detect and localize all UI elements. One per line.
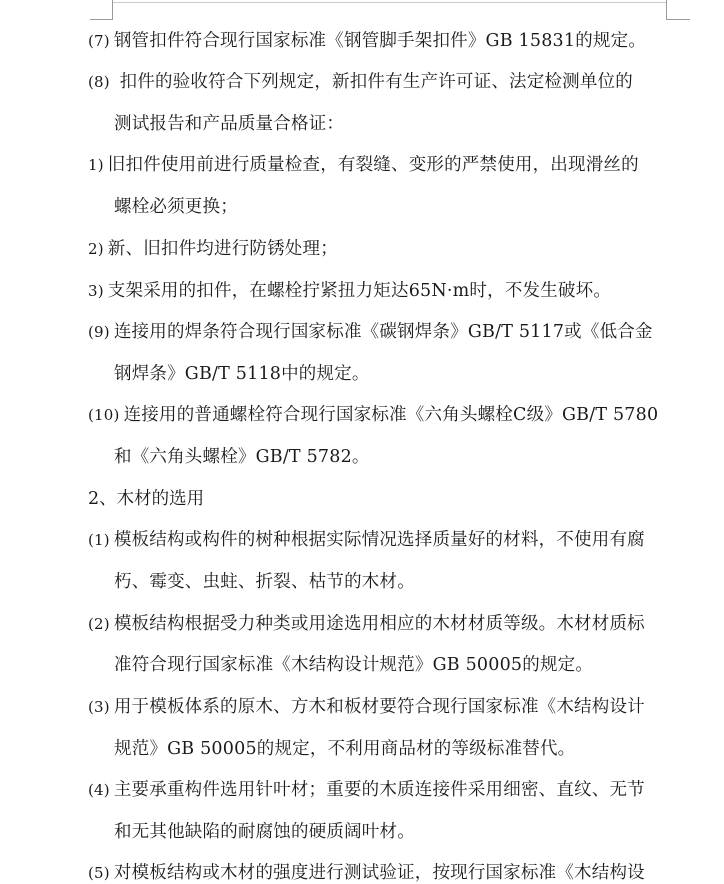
item-number: (2)	[88, 615, 110, 633]
line-text: 连接用的普通螺栓符合现行国家标准《六角头螺栓C级》GB/T 5780	[123, 405, 659, 425]
line-text: 测试报告和产品质量合格证：	[114, 114, 345, 134]
text-line-continued	[114, 650, 678, 680]
item-number: 1)	[88, 156, 104, 174]
text-line-continued	[114, 109, 678, 139]
line-text: 对模板结构或木材的强度进行测试验证，按现行国家标准《木结构设	[113, 863, 645, 883]
line-text: 支架采用的扣件，在螺栓拧紧扭力矩达65N·m时，不发生破坏。	[107, 281, 612, 301]
text-line	[88, 775, 678, 805]
line-text: 螺栓必须更换；	[114, 197, 238, 217]
item-number: (7)	[88, 32, 110, 50]
item-number: (4)	[88, 781, 110, 799]
line-text: 扣件的验收符合下列规定，新扣件有生产许可证、法定检测单位的	[113, 72, 633, 92]
line-text: 新、旧扣件均进行防锈处理；	[107, 239, 338, 259]
text-line	[88, 234, 678, 264]
line-text: 和无其他缺陷的耐腐蚀的硬质阔叶材。	[114, 822, 415, 842]
text-line	[88, 858, 678, 884]
line-text: 模板结构根据受力种类或用途选用相应的木材材质等级。木材材质标	[113, 614, 645, 634]
section-heading: 2、木材的选用	[88, 489, 205, 509]
line-text: 钢管扣件符合现行国家标准《钢管脚手架扣件》GB 15831的规定。	[113, 31, 647, 51]
text-line	[88, 400, 678, 430]
line-text: 连接用的焊条符合现行国家标准《碳钢焊条》GB/T 5117或《低合金	[113, 322, 653, 342]
text-line	[88, 150, 678, 180]
text-line-continued	[114, 442, 678, 472]
item-number: (10)	[88, 406, 120, 424]
text-line	[88, 276, 678, 306]
line-text: 主要承重构件选用针叶材；重要的木质连接件采用细密、直纹、无节	[113, 780, 645, 800]
page-top-border	[113, 2, 666, 3]
line-text: 和《六角头螺栓》GB/T 5782。	[114, 447, 370, 467]
item-number: 2)	[88, 240, 104, 258]
text-line-continued	[114, 817, 678, 847]
corner-mark-left-horizontal	[90, 19, 113, 20]
text-line-continued	[114, 734, 678, 764]
line-text: 用于模板体系的原木、方木和板材要符合现行国家标准《木结构设计	[113, 697, 645, 717]
item-number: (1)	[88, 531, 110, 549]
text-line-continued	[114, 359, 678, 389]
text-line	[88, 26, 678, 56]
text-line	[88, 692, 678, 722]
item-number: (8)	[88, 73, 110, 91]
line-text: 规范》GB 50005的规定，不利用商品材的等级标准替代。	[114, 739, 576, 759]
text-line	[88, 67, 678, 97]
line-text: 准符合现行国家标准《木结构设计规范》GB 50005的规定。	[114, 655, 594, 675]
item-number: (5)	[88, 864, 110, 882]
line-text: 模板结构或构件的树种根据实际情况选择质量好的材料，不使用有腐	[113, 530, 645, 550]
line-text: 旧扣件使用前进行质量检查，有裂缝、变形的严禁使用，出现滑丝的	[107, 155, 639, 175]
text-line	[88, 525, 678, 555]
line-text: 朽、霉变、虫蛀、折裂、枯节的木材。	[114, 572, 415, 592]
text-line	[88, 609, 678, 639]
corner-mark-right-horizontal	[666, 19, 690, 20]
item-number: (9)	[88, 323, 110, 341]
corner-mark-right-vertical	[666, 0, 667, 20]
corner-mark-left-vertical	[112, 0, 113, 20]
item-number: 3)	[88, 282, 104, 300]
item-number: (3)	[88, 698, 110, 716]
text-line	[88, 317, 678, 347]
text-line-continued	[114, 567, 678, 597]
line-text: 钢焊条》GB/T 5118中的规定。	[114, 364, 370, 384]
text-line-continued	[114, 192, 678, 222]
